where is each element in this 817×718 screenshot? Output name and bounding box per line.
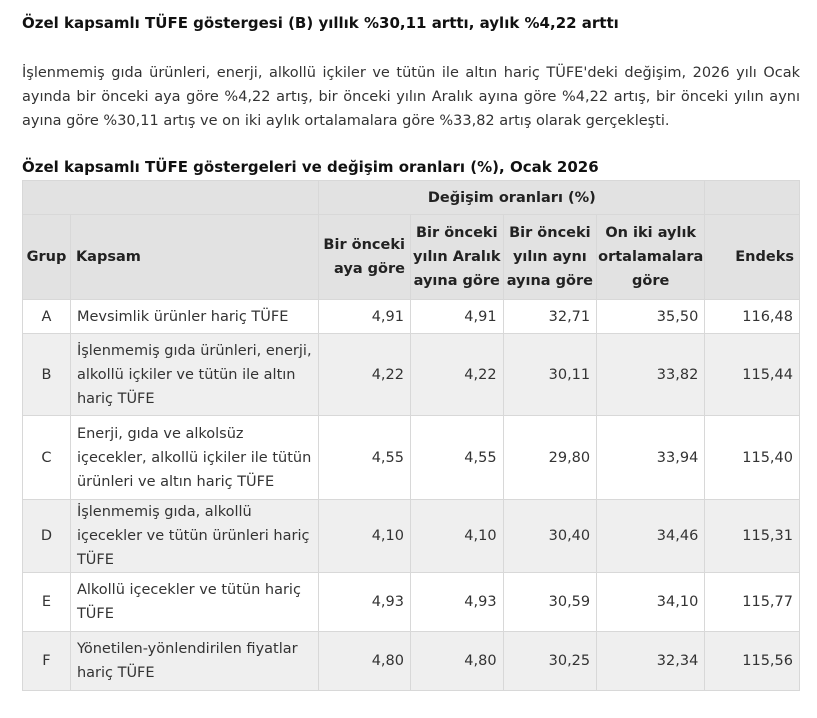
cell-aralik: 4,91: [410, 300, 503, 334]
header-blank: [23, 181, 319, 215]
header-aylik: Bir önceki aya göre: [319, 215, 411, 300]
cell-kapsam: İşlenmemiş gıda, alkollü içecekler ve tütün ürünleri hariç TÜFE: [70, 500, 318, 573]
cell-grup: F: [23, 632, 71, 691]
cell-aralik: 4,22: [410, 334, 503, 416]
cell-yillik: 30,40: [503, 500, 597, 573]
table-row: [23, 300, 800, 334]
cell-kapsam: İşlenmemiş gıda ürünleri, enerji, alkollü içkiler ve tütün ile altın hariç TÜFE: [70, 334, 318, 416]
cell-yillik: 30,11: [503, 334, 597, 416]
page-title: Özel kapsamlı TÜFE göstergesi (B) yıllık %30,11 arttı, aylık %4,22 arttı: [22, 14, 619, 32]
header-aralik: Bir önceki yılın Aralık ayına göre: [410, 215, 503, 300]
cell-grup: D: [23, 500, 71, 573]
table-row: [23, 334, 800, 416]
table-row: [23, 500, 800, 573]
cell-aylik: 4,55: [319, 416, 411, 500]
data-table: [22, 180, 800, 691]
cell-ortalama: 34,46: [597, 500, 705, 573]
cell-endeks: 115,77: [705, 573, 800, 632]
cell-yillik: 30,59: [503, 573, 597, 632]
cell-aylik: 4,22: [319, 334, 411, 416]
header-blank-right: [705, 181, 800, 215]
cell-aylik: 4,10: [319, 500, 411, 573]
cell-grup: A: [23, 300, 71, 334]
cell-endeks: 115,40: [705, 416, 800, 500]
cell-kapsam: Enerji, gıda ve alkolsüz içecekler, alkollü içkiler ile tütün ürünleri ve altın hariç TÜFE: [70, 416, 318, 500]
cell-aralik: 4,10: [410, 500, 503, 573]
cell-grup: E: [23, 573, 71, 632]
cell-aralik: 4,55: [410, 416, 503, 500]
header-kapsam: Kapsam: [70, 215, 318, 300]
summary-paragraph: İşlenmemiş gıda ürünleri, enerji, alkollü içkiler ve tütün ile altın hariç TÜFE'deki değişim, 2026 yılı Ocak ayında bir önceki aya göre %4,22 artış, bir önceki yılın Aralık ayına göre %4,22 artış, bir önceki yılın aynı ayına göre %30,11 artış ve on iki aylık ortalamalara göre %33,82 artış olarak gerçekleşti.: [22, 65, 800, 129]
header-yillik: Bir önceki yılın aynı ayına göre: [503, 215, 597, 300]
cell-ortalama: 35,50: [597, 300, 705, 334]
cell-endeks: 115,44: [705, 334, 800, 416]
group-header: Değişim oranları (%): [319, 181, 705, 215]
cell-aylik: 4,80: [319, 632, 411, 691]
cell-endeks: 115,56: [705, 632, 800, 691]
cell-yillik: 32,71: [503, 300, 597, 334]
cell-ortalama: 32,34: [597, 632, 705, 691]
cell-ortalama: 34,10: [597, 573, 705, 632]
header-grup: Grup: [23, 215, 71, 300]
cell-kapsam: Yönetilen-yönlendirilen fiyatlar hariç TÜFE: [70, 632, 318, 691]
table-row: [23, 416, 800, 500]
cell-ortalama: 33,94: [597, 416, 705, 500]
cell-ortalama: 33,82: [597, 334, 705, 416]
cell-endeks: 115,31: [705, 500, 800, 573]
cell-kapsam: Alkollü içecekler ve tütün hariç TÜFE: [70, 573, 318, 632]
cell-yillik: 30,25: [503, 632, 597, 691]
table-row: [23, 573, 800, 632]
cell-yillik: 29,80: [503, 416, 597, 500]
header-endeks: Endeks: [705, 215, 800, 300]
cell-aralik: 4,93: [410, 573, 503, 632]
cell-aylik: 4,91: [319, 300, 411, 334]
table-title: Özel kapsamlı TÜFE göstergeleri ve değişim oranları (%), Ocak 2026: [22, 158, 599, 176]
cell-kapsam: Mevsimlik ürünler hariç TÜFE: [70, 300, 318, 334]
table-row: [23, 632, 800, 691]
cell-aylik: 4,93: [319, 573, 411, 632]
header-ortalama: On iki aylık ortalamalara göre: [597, 215, 705, 300]
cell-endeks: 116,48: [705, 300, 800, 334]
cell-grup: B: [23, 334, 71, 416]
cell-aralik: 4,80: [410, 632, 503, 691]
cell-grup: C: [23, 416, 71, 500]
